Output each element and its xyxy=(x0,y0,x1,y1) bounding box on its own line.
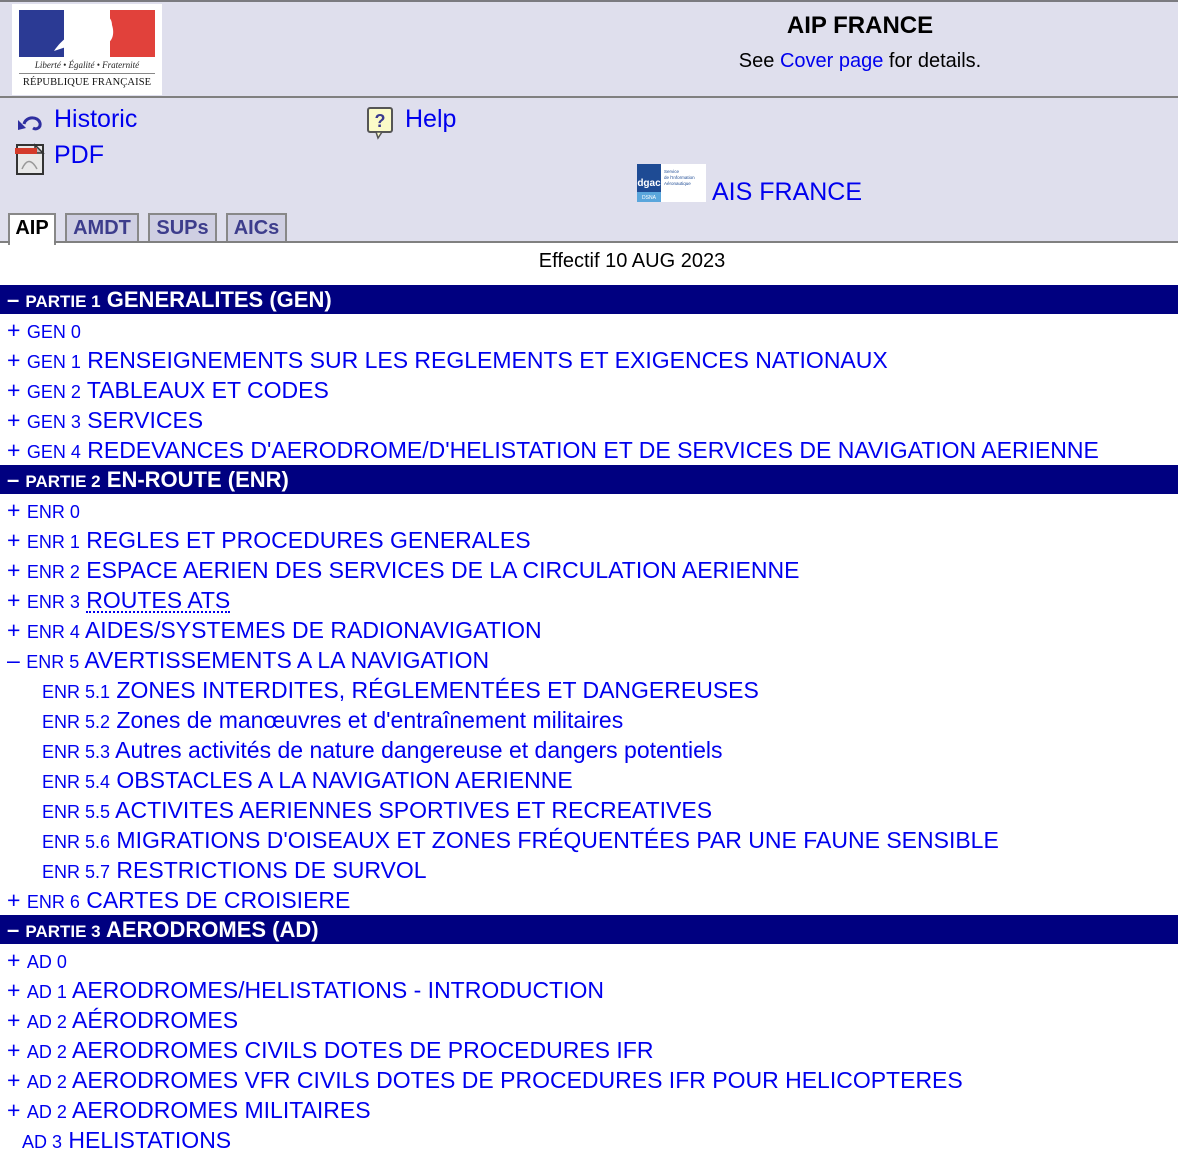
svg-text:dgac: dgac xyxy=(637,178,661,189)
expand-toggle[interactable]: + xyxy=(7,557,21,583)
part-3-header[interactable]: – PARTIE 3 AERODROMES (AD) xyxy=(0,915,1178,944)
toc-item-gen1[interactable]: + GEN 1 RENSEIGNEMENTS SUR LES REGLEMENTS ET EXIGENCES NATIONAUX xyxy=(7,347,888,373)
republique-francaise-logo: Liberté • Égalité • Fraternité RÉPUBLIQUE FRANÇAISE xyxy=(12,4,162,95)
toc-item-enr5-2[interactable]: ENR 5.2 Zones de manœuvres et d'entraînement militaires xyxy=(42,707,624,733)
svg-text:de l'Information: de l'Information xyxy=(664,175,695,180)
expand-toggle[interactable]: + xyxy=(7,1097,21,1123)
toc-item-enr0[interactable]: + ENR 0 xyxy=(7,497,80,523)
tab-aics[interactable]: AICs xyxy=(226,213,287,243)
divider xyxy=(0,241,1178,243)
toc-item-enr5-3[interactable]: ENR 5.3 Autres activités de nature dangereuse et dangers potentiels xyxy=(42,737,723,763)
toc-item-gen4[interactable]: + GEN 4 REDEVANCES D'AERODROME/D'HELISTATION ET DE SERVICES DE NAVIGATION AERIENNE xyxy=(7,437,1099,463)
expand-toggle[interactable]: + xyxy=(7,1067,21,1093)
part-2-header[interactable]: – PARTIE 2 EN-ROUTE (ENR) xyxy=(0,465,1178,494)
toc-item-ad1[interactable]: + AD 1 AERODROMES/HELISTATIONS - INTRODUCTION xyxy=(7,977,604,1003)
toc-item-enr1[interactable]: + ENR 1 REGLES ET PROCEDURES GENERALES xyxy=(7,527,531,553)
svg-text:?: ? xyxy=(374,111,386,131)
expand-toggle[interactable]: + xyxy=(7,317,21,343)
expand-toggle[interactable]: + xyxy=(7,887,21,913)
svg-text:DSNA: DSNA xyxy=(642,195,656,201)
toc-item-ad2-militaires[interactable]: + AD 2 AERODROMES MILITAIRES xyxy=(7,1097,371,1123)
pdf-link[interactable]: PDF xyxy=(54,141,104,169)
expand-toggle[interactable]: + xyxy=(7,527,21,553)
marianne-flag-icon xyxy=(19,10,155,57)
svg-text:Aéronautique: Aéronautique xyxy=(664,181,691,186)
toc-item-enr3[interactable]: + ENR 3 ROUTES ATS xyxy=(7,587,231,613)
toc-item-enr2[interactable]: + ENR 2 ESPACE AERIEN DES SERVICES DE LA CIRCULATION AERIENNE xyxy=(7,557,800,583)
cover-page-note: See Cover page for details. xyxy=(738,50,982,72)
toc-item-enr6[interactable]: + ENR 6 CARTES DE CROISIERE xyxy=(7,887,351,913)
help-question-icon[interactable] xyxy=(366,106,396,145)
part-1-header[interactable]: – PARTIE 1 GENERALITES (GEN) xyxy=(0,285,1178,314)
page-title: AIP FRANCE xyxy=(786,12,934,39)
expand-toggle[interactable]: + xyxy=(7,407,21,433)
toc-item-enr5-6[interactable]: ENR 5.6 MIGRATIONS D'OISEAUX ET ZONES FRÉQUENTÉES PAR UNE FAUNE SENSIBLE xyxy=(42,827,999,853)
historic-link[interactable]: Historic xyxy=(54,105,138,133)
toc-item-gen3[interactable]: + GEN 3 SERVICES xyxy=(7,407,204,433)
toc-item-gen0[interactable]: + GEN 0 xyxy=(7,317,81,343)
effective-date: Effectif 10 AUG 2023 xyxy=(538,250,726,272)
hovered-link[interactable]: ROUTES ATS xyxy=(86,587,231,613)
expand-toggle[interactable]: + xyxy=(7,437,21,463)
toc-item-enr5[interactable]: – ENR 5 AVERTISSEMENTS A LA NAVIGATION xyxy=(7,647,490,673)
toc-item-enr5-7[interactable]: ENR 5.7 RESTRICTIONS DE SURVOL xyxy=(42,857,427,883)
expand-toggle[interactable]: + xyxy=(7,977,21,1003)
expand-toggle[interactable]: + xyxy=(7,617,21,643)
toc-item-ad2-civils-ifr[interactable]: + AD 2 AERODROMES CIVILS DOTES DE PROCEDURES IFR xyxy=(7,1037,654,1063)
toc-item-gen2[interactable]: + GEN 2 TABLEAUX ET CODES xyxy=(7,377,329,403)
collapse-toggle[interactable]: – xyxy=(7,647,20,673)
dgac-ais-logo-icon[interactable] xyxy=(637,164,706,207)
expand-toggle[interactable]: + xyxy=(7,377,21,403)
expand-toggle[interactable]: + xyxy=(7,1037,21,1063)
expand-toggle[interactable]: + xyxy=(7,1007,21,1033)
svg-text:Service: Service xyxy=(664,169,680,174)
pdf-icon[interactable] xyxy=(13,142,47,181)
tab-sups[interactable]: SUPs xyxy=(148,213,217,243)
tab-amdt[interactable]: AMDT xyxy=(65,213,139,243)
toc-item-enr4[interactable]: + ENR 4 AIDES/SYSTEMES DE RADIONAVIGATION xyxy=(7,617,542,643)
ais-france-link[interactable]: AIS FRANCE xyxy=(712,178,863,206)
toc-item-ad2-aerodromes[interactable]: + AD 2 AÉRODROMES xyxy=(7,1007,239,1033)
collapse-toggle[interactable]: – xyxy=(7,467,20,492)
toc-item-enr5-5[interactable]: ENR 5.5 ACTIVITES AERIENNES SPORTIVES ET RECREATIVES xyxy=(42,797,713,823)
divider xyxy=(0,96,1178,98)
toc-item-enr5-1[interactable]: ENR 5.1 ZONES INTERDITES, RÉGLEMENTÉES ET DANGEREUSES xyxy=(42,677,759,703)
toc-item-enr5-4[interactable]: ENR 5.4 OBSTACLES A LA NAVIGATION AERIENNE xyxy=(42,767,573,793)
expand-toggle[interactable]: + xyxy=(7,347,21,373)
table-of-contents xyxy=(0,285,1178,1155)
tab-aip[interactable]: AIP xyxy=(8,213,56,245)
cover-page-link[interactable]: Cover page xyxy=(779,50,884,72)
collapse-toggle[interactable]: – xyxy=(7,287,20,312)
toc-item-ad3[interactable]: AD 3 HELISTATIONS xyxy=(22,1127,232,1153)
expand-toggle[interactable]: + xyxy=(7,587,21,613)
header-panel xyxy=(0,0,1178,242)
undo-arrow-icon[interactable] xyxy=(16,110,44,137)
expand-toggle[interactable]: + xyxy=(7,497,21,523)
toc-item-ad0[interactable]: + AD 0 xyxy=(7,947,67,973)
expand-toggle[interactable]: + xyxy=(7,947,21,973)
toc-item-ad2-vfr-helicopteres[interactable]: + AD 2 AERODROMES VFR CIVILS DOTES DE PROCEDURES IFR POUR HELICOPTERES xyxy=(7,1067,963,1093)
help-link[interactable]: Help xyxy=(405,105,457,133)
collapse-toggle[interactable]: – xyxy=(7,917,20,942)
